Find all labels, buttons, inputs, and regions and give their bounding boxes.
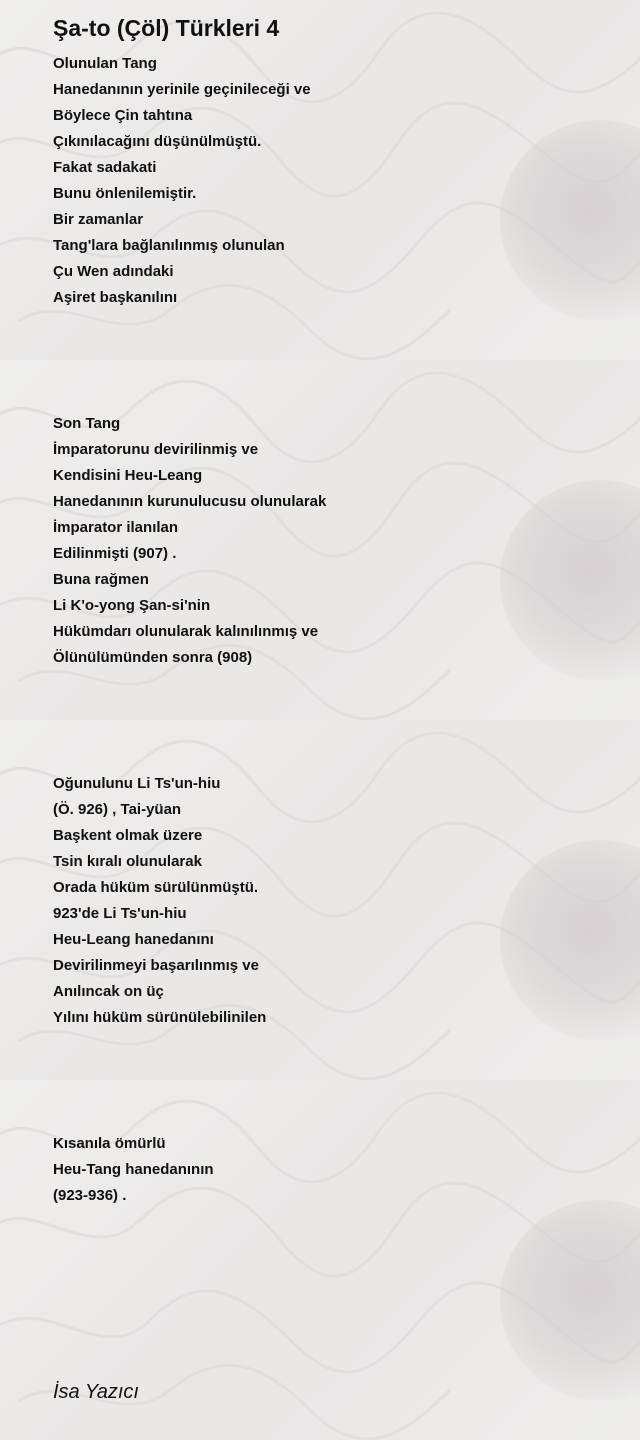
stanza-2 <box>53 411 326 671</box>
poem-line: (923-936) . <box>53 1187 127 1204</box>
poem-line: Yılını hüküm sürünülebilinilen <box>53 1009 267 1026</box>
poem-line: Olunulan Tang <box>53 55 157 72</box>
poem-line: Kendisini Heu-Leang <box>53 467 203 484</box>
poem-line: Heu-Leang hanedanını <box>53 931 214 948</box>
poem-line: Çu Wen adındaki <box>53 263 174 280</box>
stanza-4 <box>53 1131 214 1209</box>
poem-line: Çıkınılacağını düşünülmüştü. <box>53 133 262 150</box>
poem-line: Heu-Tang hanedanının <box>53 1161 214 1178</box>
poem-author: İsa Yazıcı <box>53 1381 139 1403</box>
poem-title: Şa-to (Çöl) Türkleri 4 <box>53 15 280 41</box>
poem-line: İmparatorunu devirilinmiş ve <box>53 441 259 458</box>
poem-line: Kısanıla ömürlü <box>53 1135 166 1152</box>
poem-line: (Ö. 926) , Tai-yüan <box>53 801 182 818</box>
stanza-1 <box>53 51 311 311</box>
poem-line: Aşiret başkanılını <box>53 289 178 306</box>
poem-line: Fakat sadakati <box>53 159 157 176</box>
poem-line: Devirilinmeyi başarılınmış ve <box>53 957 259 974</box>
poem-line: Başkent olmak üzere <box>53 827 203 844</box>
poem-line: Bunu önlenilemiştir. <box>53 185 197 202</box>
poem-line: İmparator ilanılan <box>53 519 179 536</box>
poem-line: Bir zamanlar <box>53 211 144 228</box>
poem-line: Tsin kıralı olunularak <box>53 853 202 870</box>
poem-line: Son Tang <box>53 415 121 432</box>
poem-line: Buna rağmen <box>53 571 149 588</box>
poem-line: Hanedanının yerinile geçinileceği ve <box>53 81 311 98</box>
poem-line: Hanedanının kurunulucusu olunularak <box>53 493 327 510</box>
poem-line: Orada hüküm sürülünmüştü. <box>53 879 259 896</box>
poem-line: Anılıncak on üç <box>53 983 164 1000</box>
stanza-3 <box>53 771 266 1031</box>
poem-line: Li K'o-yong Şan-si'nin <box>53 597 211 614</box>
poem-line: 923'de Li Ts'un-hiu <box>53 905 187 922</box>
poem-line: Ölünülümünden sonra (908) <box>53 649 253 666</box>
poem-line: Böylece Çin tahtına <box>53 107 193 124</box>
poem-line: Tang'lara bağlanılınmış olunulan <box>53 237 285 254</box>
poem-line: Hükümdarı olunularak kalınılınmış ve <box>53 623 319 640</box>
poem-line: Edilinmişti (907) . <box>53 545 177 562</box>
poem-line: Oğunulunu Li Ts'un-hiu <box>53 775 221 792</box>
